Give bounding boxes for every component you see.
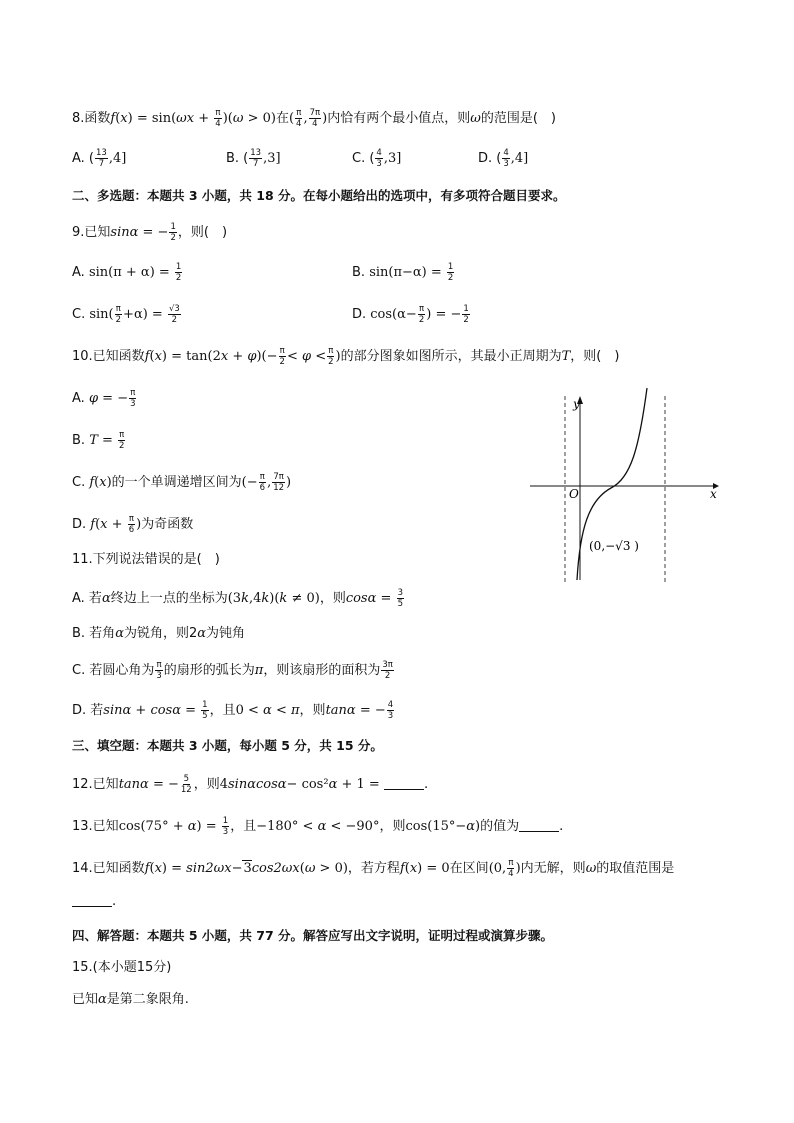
q8-number: 8.函数 [72, 111, 111, 126]
q11-stem: 11.下列说法错误的是( ) [72, 552, 220, 567]
q10-option-d: D. f(x + $\frac{\pi}{6}$ )为奇函数 [72, 514, 194, 535]
q8-option-a: A. ( $\frac{13}{7}$ ,4] [72, 148, 127, 169]
q11-option-d: D. 若sinα + cosα = $\frac{1}{5}$ ，且0 < α < π，则tanα = − $\frac{4}{3}$ [72, 700, 394, 721]
q14-answer-blank[interactable] [72, 894, 112, 907]
q10-option-a: A. φ = − $\frac{\pi}{3}$ [72, 388, 136, 409]
q11-option-c: C. 若圆心角为 $\frac{\pi}{3}$ 的扇形的弧长为π，则该扇形的面积为 $\frac{3\pi}{2}$ [72, 660, 393, 681]
q14-answer-line: . [72, 892, 116, 912]
q15-title: 15.(本小题15分) [72, 960, 172, 975]
q11-option-b: B. 若角α为锐角，则2α为钝角 [72, 626, 246, 641]
q8-stem: 8.函数f(x) = sin(ωx + $\frac{\pi}{4}$ )(ω > 0)在( $\frac{\pi}{4}$ , $\frac{7\pi}{4}$ )内恰有两个最小值点，则ω的范围是( ) [72, 108, 556, 129]
q9-option-d: D. cos(α− $\frac{\pi}{2}$ ) = − $\frac{1}{2}$ [352, 304, 469, 325]
q11-option-a: A. 若α终边上一点的坐标为(3k,4k)(k ≠ 0)，则cosα = $\frac{3}{5}$ [72, 588, 403, 609]
q9-stem: 9.已知sinα = − $\frac{1}{2}$ ，则( ) [72, 222, 228, 243]
q14-stem: 14.已知函数f(x) = sin2ωx−3cos2ωx(ω > 0)，若方程f(x) = 0在区间(0, $\frac{\pi}{4}$ )内无解，则ω的取值范围是 [72, 858, 675, 879]
y-axis-label: y [573, 397, 580, 411]
q15-stem: 已知α是第二象限角. [72, 992, 189, 1007]
q9-option-a: A. sin(π + α) = $\frac{1}{2}$ [72, 262, 182, 283]
q13-answer-blank[interactable] [519, 819, 559, 832]
q8-option-d: D. ( $\frac{4}{3}$ ,4] [478, 148, 529, 169]
q12-answer-blank[interactable] [384, 777, 424, 790]
q13-stem: 13.已知cos(75° + α) = $\frac{1}{3}$ ，且−180° < α < −90°，则cos(15°−α)的值为 . [72, 816, 564, 837]
q12-stem: 12.已知tanα = − $\frac{5}{12}$ ，则4sinαcosα− cos²α + 1 = . [72, 774, 429, 795]
q10-option-b: B. T = $\frac{\pi}{2}$ [72, 430, 125, 451]
q10-stem: 10.已知函数f(x) = tan(2x + φ)(− $\frac{\pi}{2}$ < φ < $\frac{\pi}{2}$ )的部分图象如图所示，其最小正周期为T，则( ) [72, 346, 620, 367]
section-4-header: 四、解答题：本题共 5 小题，共 77 分。解答应写出文字说明，证明过程或演算步骤。 [72, 928, 554, 943]
q10-option-c: C. f(x)的一个单调递增区间为(− $\frac{\pi}{6}$ , $\frac{7\pi}{12}$ ) [72, 472, 292, 493]
origin-label: O [569, 487, 579, 501]
q8-option-c: C. ( $\frac{4}{3}$ ,3] [352, 148, 402, 169]
tangent-graph [525, 388, 725, 588]
q9-option-b: B. sin(π−α) = $\frac{1}{2}$ [352, 262, 454, 283]
point-label: (0,−√3 ) [589, 539, 639, 553]
q8-option-b: B. ( $\frac{13}{7}$ ,3] [226, 148, 281, 169]
section-2-header: 二、多选题：本题共 3 小题，共 18 分。在每小题给出的选项中，有多项符合题目要求。 [72, 188, 566, 203]
x-axis-label: x [710, 487, 717, 501]
q9-option-c: C. sin( $\frac{\pi}{2}$ +α) = $\frac{√3}{2}$ [72, 304, 180, 325]
section-3-header: 三、填空题：本题共 3 小题，每小题 5 分，共 15 分。 [72, 738, 383, 753]
